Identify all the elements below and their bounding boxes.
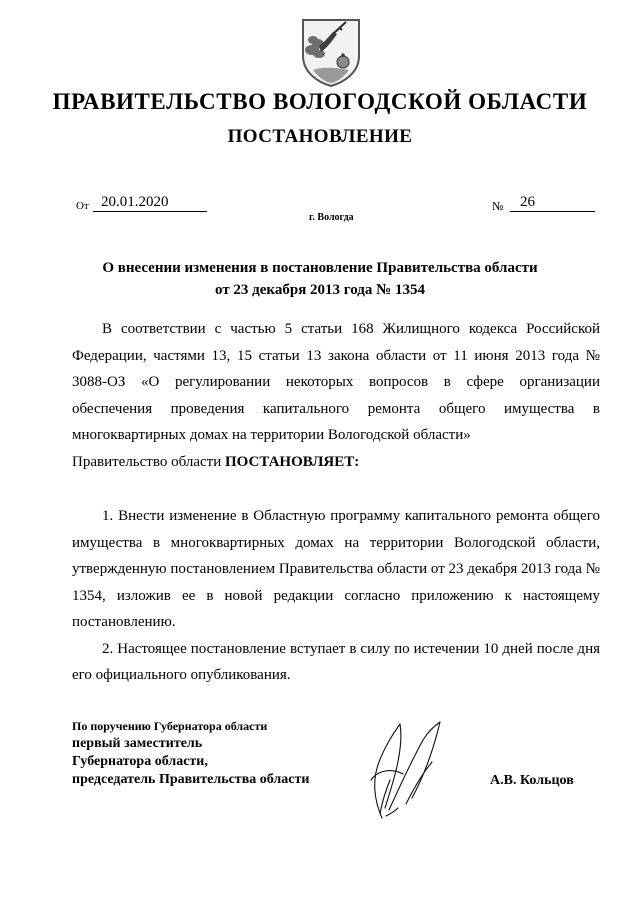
- document-heading: [0, 257, 640, 301]
- date-prefix: От: [76, 200, 89, 212]
- signatory-block: [72, 717, 372, 789]
- heading-line-2: от 23 декабря 2013 года № 1354: [215, 282, 425, 298]
- document-type: ПОСТАНОВЛЕНИЕ: [227, 126, 413, 147]
- resolution-line: [72, 449, 600, 476]
- point-1: 1. Внести изменение в Областную программу капитального ремонта общего имущества в многоквартирных домах на территории Вологодской области, утвержденную постановлением Правительства области от 23 декабря 2013 года № 1354, изложив ее в новой редакции согласно приложению к настоящему постановлению.: [72, 508, 600, 630]
- preamble-paragraph: В соответствии с частью 5 статьи 168 Жилищного кодекса Российской Федерации, частями 13, 15 статьи 13 закона области от 11 июня 2013 года № 3088-ОЗ «О регулировании некоторых вопросов в сфере организации обеспечения проведения капитального ремонта общего имущества в многоквартирных домах на территории Вологодской области»: [72, 321, 600, 443]
- resolution-points: [72, 503, 600, 689]
- city-label: г. Вологда: [309, 212, 354, 223]
- resolution-keyword: ПОСТАНОВЛЯЕТ:: [224, 453, 360, 470]
- number-prefix: №: [492, 199, 504, 213]
- government-title: ПРАВИТЕЛЬСТВО ВОЛОГОДСКОЙ ОБЛАСТИ: [52, 89, 588, 114]
- signatory-line-3: Губернатора области,: [72, 754, 208, 769]
- signatory-line-4: председатель Правительства области: [72, 772, 310, 787]
- handwritten-signature: [352, 718, 462, 826]
- coat-of-arms-icon: [299, 16, 363, 88]
- signatory-line-1: По поручению Губернатора области: [72, 719, 268, 733]
- document-number: 26: [510, 193, 595, 212]
- signatory-name: А.В. Кольцов: [490, 773, 574, 788]
- heading-line-1: О внесении изменения в постановление Правительства области: [102, 260, 538, 276]
- document-body: [72, 316, 600, 689]
- point-2: 2. Настоящее постановление вступает в силу по истечении 10 дней после дня его официального опубликования.: [72, 640, 600, 683]
- signatory-line-2: первый заместитель: [72, 736, 203, 751]
- resolution-prefix: Правительство области: [72, 453, 225, 470]
- document-date: 20.01.2020: [93, 193, 207, 212]
